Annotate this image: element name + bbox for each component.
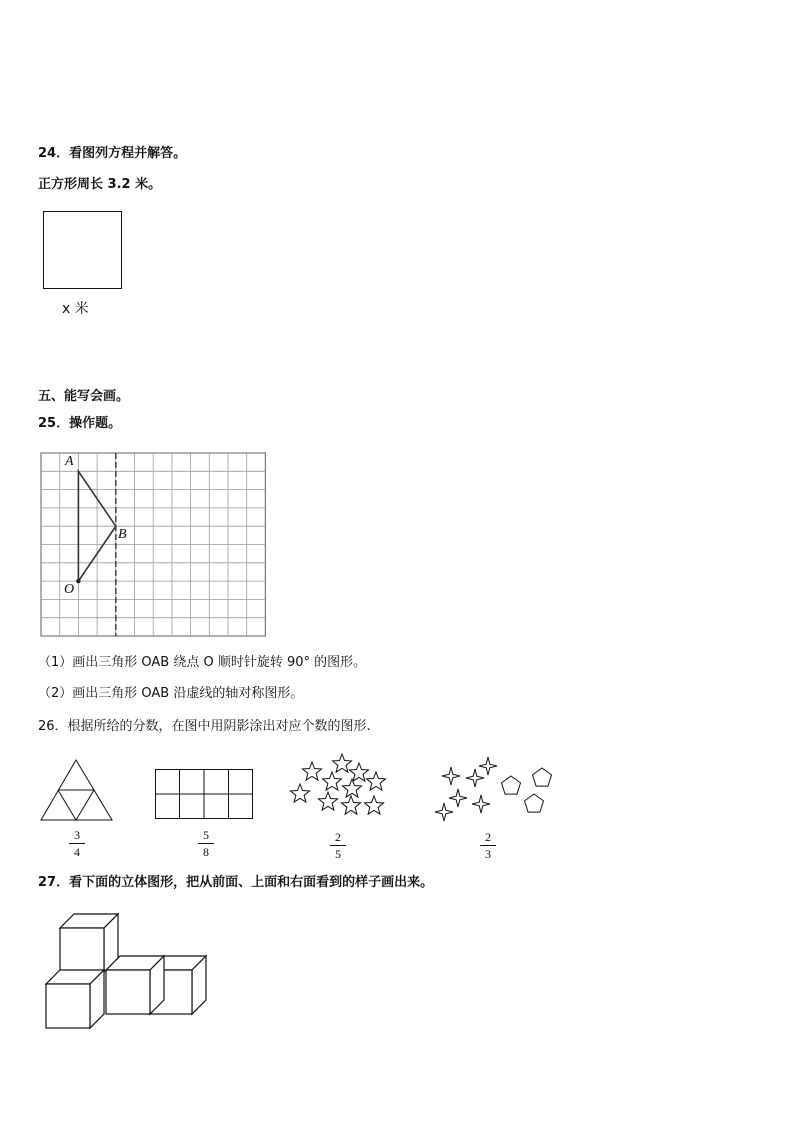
cube-face	[46, 984, 90, 1028]
q25-task2: （2）画出三角形 OAB 沿虚线的轴对称图形。	[38, 686, 304, 701]
fraction-three-quarters	[67, 828, 87, 859]
point-b-label: B	[118, 527, 127, 542]
star-icon	[319, 792, 338, 810]
sparkle-icon	[449, 789, 467, 807]
star-icon	[365, 796, 384, 814]
q26-title: 26．根据所给的分数，在图中用阴影涂出对应个数的图形.	[38, 719, 371, 734]
fraction-numerator: 2	[485, 830, 491, 844]
fraction-five-eighths	[196, 828, 216, 859]
rectangle-grid-figure	[155, 769, 253, 819]
triangle-figure	[40, 759, 114, 821]
star-icon	[342, 796, 361, 814]
stars-figure	[288, 750, 388, 824]
fraction-denominator: 3	[485, 847, 491, 861]
pentagon-icon	[533, 768, 552, 786]
q27-title: 27．看下面的立体图形，把从前面、上面和右面看到的样子画出来。	[38, 875, 434, 890]
square-figure	[43, 211, 123, 291]
fraction-numerator: 2	[335, 830, 341, 844]
star-icon	[323, 772, 342, 790]
sparkles-pentagons-figure	[433, 756, 558, 826]
sparkle-icon	[466, 769, 484, 787]
grid-diagram	[40, 452, 266, 638]
point-a-label: A	[65, 454, 74, 469]
cube-solid-figure	[44, 912, 208, 1030]
pentagon-icon	[502, 776, 521, 794]
pentagon-icon	[525, 794, 544, 812]
point-o-dot	[76, 579, 80, 583]
fraction-denominator: 8	[203, 845, 209, 859]
sparkle-icon	[435, 803, 453, 821]
star-icon	[343, 779, 362, 797]
square-side-label: x 米	[62, 301, 89, 317]
star-icon	[367, 772, 386, 790]
star-icon	[303, 762, 322, 780]
q24-title: 24．看图列方程并解答。	[38, 146, 187, 161]
cube-face	[106, 970, 150, 1014]
fraction-denominator: 5	[335, 847, 341, 861]
section-heading: 五、能写会画。	[38, 389, 130, 404]
star-icon	[291, 784, 310, 802]
sparkle-icon	[479, 757, 497, 775]
star-icon	[350, 763, 369, 781]
star-icon	[333, 754, 352, 772]
cube-face	[60, 928, 104, 972]
fraction-numerator: 3	[74, 828, 80, 842]
fraction-numerator: 5	[203, 828, 209, 842]
fraction-two-fifths	[328, 830, 348, 861]
q24-subtitle: 正方形周长 3.2 米。	[38, 177, 162, 192]
q25-task1: （1）画出三角形 OAB 绕点 O 顺时针旋转 90° 的图形。	[38, 655, 367, 670]
fraction-two-thirds	[478, 830, 498, 861]
point-o-label: O	[64, 582, 75, 597]
fraction-denominator: 4	[74, 845, 80, 859]
q25-title: 25．操作题。	[38, 416, 122, 431]
sparkle-icon	[442, 767, 460, 785]
sparkle-icon	[472, 795, 490, 813]
